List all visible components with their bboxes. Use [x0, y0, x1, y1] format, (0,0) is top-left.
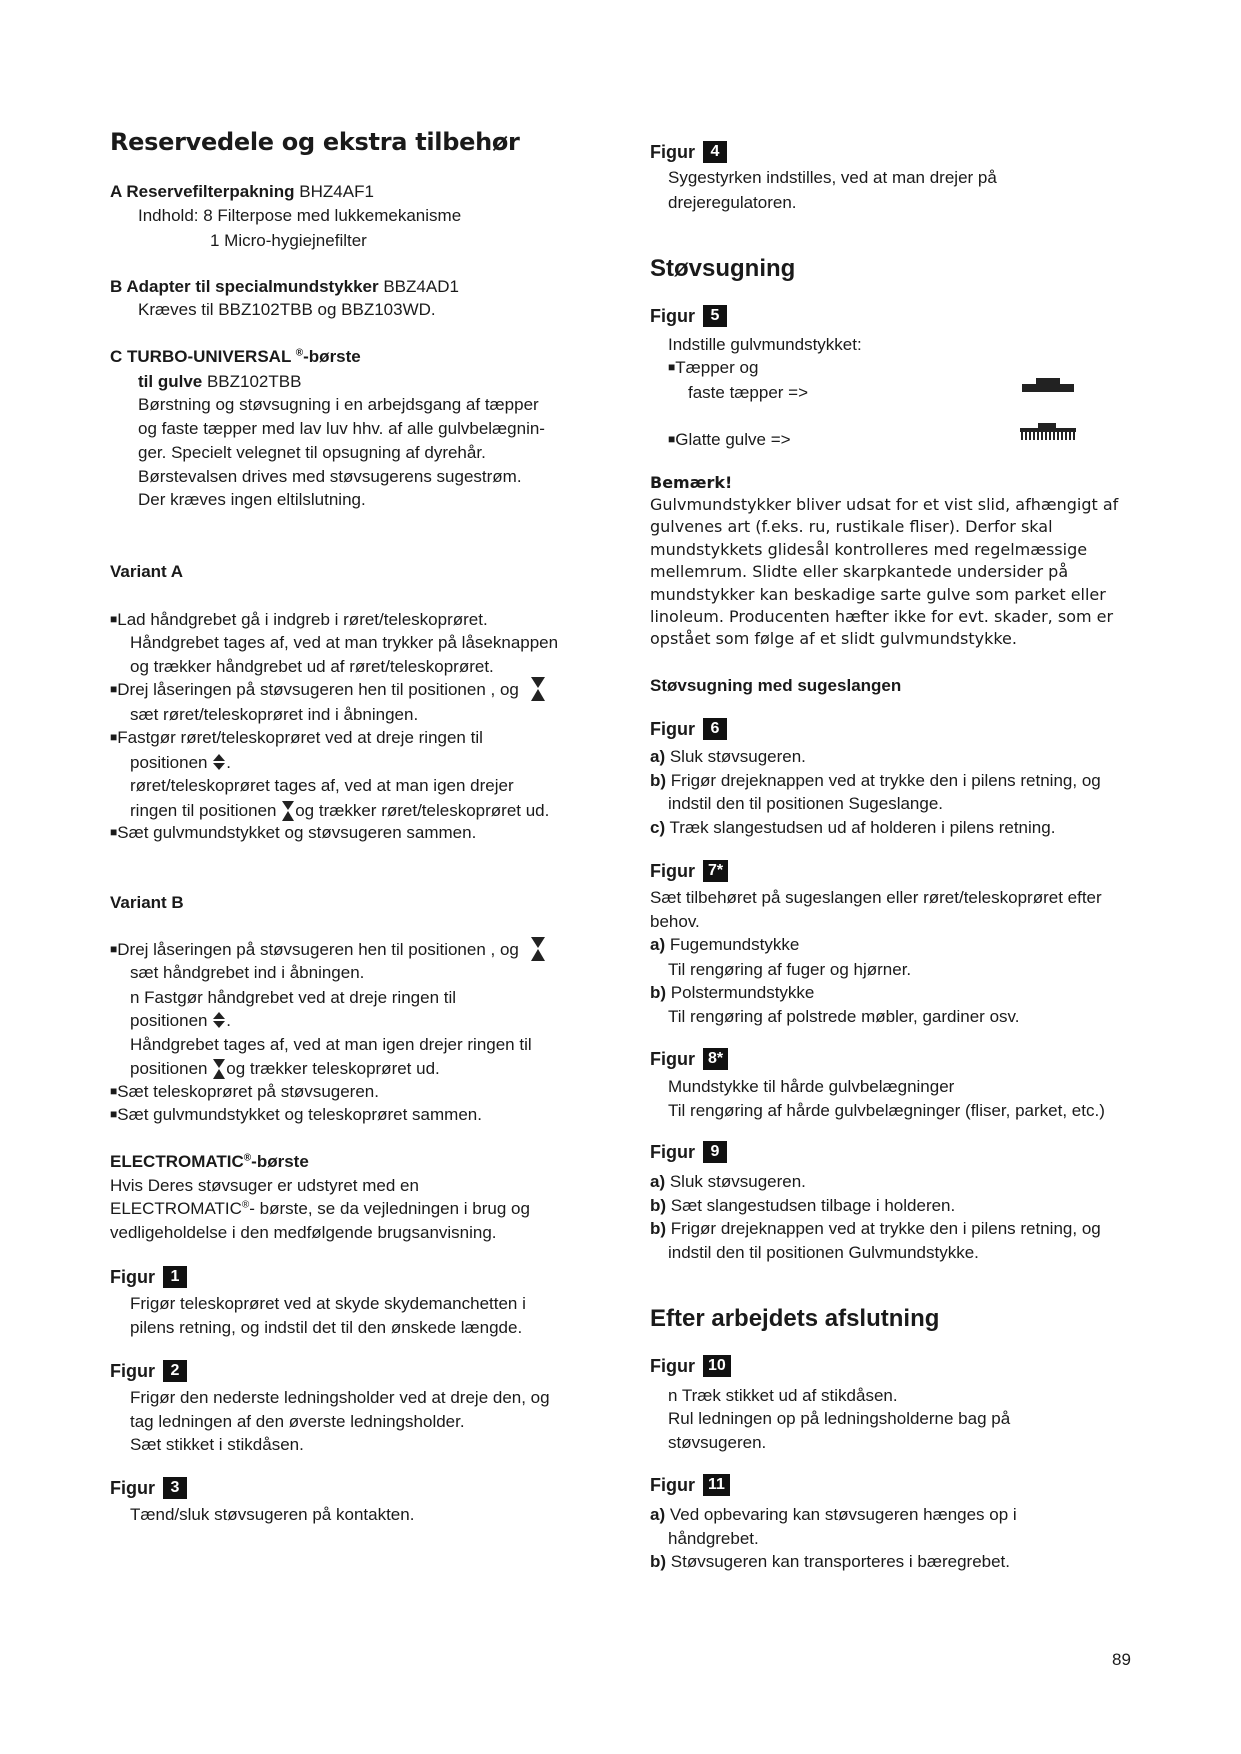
electromatic-title: ELECTROMATIC®-børste — [110, 1152, 309, 1171]
stovsugning-title: Støvsugning — [650, 255, 796, 282]
figure-10-line: Rul ledningen op på ledningsholderne bag på — [668, 1409, 1011, 1428]
section-c-line: Børstning og støvsugning i en arbejdsgang af tæpper — [138, 395, 539, 414]
figure-11-line: b) Støvsugeren kan transporteres i bæregrebet. — [650, 1552, 1010, 1571]
figure-1-heading: Figur 1 — [110, 1266, 187, 1288]
lock-position-icon — [281, 800, 295, 822]
figure-6-line: indstil den til positionen Sugeslange. — [668, 794, 944, 813]
hard-floor-setting-icon — [1020, 423, 1076, 441]
figure-5-line: Indstille gulvmundstykket: — [668, 335, 862, 354]
lock-position-icon — [212, 1058, 226, 1080]
section-a-line: Indhold: 8 Filterpose med lukkemekanisme — [138, 206, 462, 225]
fasten-position-icon — [212, 753, 226, 771]
figure-2-line: Frigør den nederste ledningsholder ved at dreje den, og — [130, 1388, 550, 1407]
figure-5-heading: Figur 5 — [650, 305, 727, 327]
variant-b-line: Håndgrebet tages af, ved at man igen drejer ringen til — [130, 1035, 532, 1054]
section-c-heading: C TURBO-UNIVERSAL ®-børste — [110, 347, 361, 366]
figure-4-heading: Figur 4 — [650, 141, 727, 163]
figure-8-line: Til rengøring af hårde gulvbelægninger (fliser, parket, etc.) — [668, 1101, 1105, 1120]
figure-5-line: faste tæpper => — [688, 383, 809, 402]
sugeslange-title: Støvsugning med sugeslangen — [650, 676, 902, 695]
figure-9-line: a) Sluk støvsugeren. — [650, 1172, 806, 1191]
figure-2-line: Sæt stikket i stikdåsen. — [130, 1435, 304, 1454]
figure-5-item: ■Glatte gulve => — [668, 430, 791, 449]
section-c-line: ger. Specielt velegnet til opsugning af dyrehår. — [138, 443, 486, 462]
figure-9-heading: Figur 9 — [650, 1141, 727, 1163]
variant-a-item: ■Sæt gulvmundstykket og støvsugeren sammen. — [110, 823, 477, 842]
figure-10-heading: Figur 10 — [650, 1355, 731, 1377]
variant-b-line: n Fastgør håndgrebet ved at dreje ringen til — [130, 988, 457, 1007]
lock-position-icon — [530, 936, 546, 962]
variant-a-item: ■Drej låseringen på støvsugeren hen til positionen , og — [110, 680, 519, 699]
figure-3-line: Tænd/sluk støvsugeren på kontakten. — [130, 1505, 415, 1524]
variant-b-item: ■Sæt gulvmundstykket og teleskoprøret sammen. — [110, 1105, 482, 1124]
figure-7-line: behov. — [650, 912, 700, 931]
figure-6-heading: Figur 6 — [650, 718, 727, 740]
electromatic-line: Hvis Deres støvsuger er udstyret med en — [110, 1176, 419, 1195]
figure-8-line: Mundstykke til hårde gulvbelægninger — [668, 1077, 955, 1096]
section-c-subheading: til gulve BBZ102TBB — [138, 372, 302, 391]
variant-a-line: Håndgrebet tages af, ved at man trykker på låseknappen — [130, 633, 559, 652]
efter-title: Efter arbejdets afslutning — [650, 1305, 940, 1332]
figure-7-line: Til rengøring af polstrede møbler, gardiner osv. — [668, 1007, 1020, 1026]
figure-1-line: pilens retning, og indstil det til den ønskede længde. — [130, 1318, 523, 1337]
figure-3-heading: Figur 3 — [110, 1477, 187, 1499]
figure-2-heading: Figur 2 — [110, 1360, 187, 1382]
variant-a-line: røret/teleskoprøret tages af, ved at man igen drejer — [130, 776, 514, 795]
note-text: Gulvmundstykker bliver udsat for et vist slid, afhængigt af gulvenes art (f.eks. ru, rustikale fliser). Derfor skal mundstykkets glidesål kontrolleres med regelmæssige mellemrum. Slidte eller skarpkantede undersider på mundstykker kan beskadige sarte gulve som parket eller linoleum. Producenten hæfter ikke for evt. skader, som er opstået som følge af et slidt gulvmundstykke. — [650, 495, 1119, 649]
section-a-heading: A Reservefilterpakning BHZ4AF1 — [110, 182, 374, 201]
variant-a-line: og trækker håndgrebet ud af røret/teleskoprøret. — [130, 657, 494, 676]
figure-9-line: b) Sæt slangestudsen tilbage i holderen. — [650, 1196, 956, 1215]
lock-position-icon — [530, 676, 546, 702]
figure-11-line: håndgrebet. — [668, 1529, 759, 1548]
figure-6-line: a) Sluk støvsugeren. — [650, 747, 806, 766]
section-c-line: Der kræves ingen eltilslutning. — [138, 490, 366, 509]
variant-a-line: ringen til positionen og trækker røret/teleskoprøret ud. — [130, 801, 550, 820]
note-title: Bemærk! — [650, 473, 733, 492]
figure-6-line: c) Træk slangestudsen ud af holderen i pilens retning. — [650, 818, 1056, 837]
section-c-line: Børstevalsen drives med støvsugerens sugestrøm. — [138, 467, 522, 486]
variant-b-title: Variant B — [110, 893, 184, 912]
variant-b-line: sæt håndgrebet ind i åbningen. — [130, 963, 365, 982]
electromatic-line: ELECTROMATIC®- børste, se da vejledningen i brug og — [110, 1199, 530, 1218]
figure-7-line: a) Fugemundstykke — [650, 935, 800, 954]
figure-6-line: b) Frigør drejeknappen ved at trykke den i pilens retning, og — [650, 771, 1101, 790]
figure-9-line: b) Frigør drejeknappen ved at trykke den i pilens retning, og — [650, 1219, 1101, 1238]
figure-4-line: drejeregulatoren. — [668, 193, 797, 212]
carpet-setting-icon — [1022, 378, 1074, 394]
fasten-position-icon — [212, 1011, 226, 1029]
figure-7-line: b) Polstermundstykke — [650, 983, 815, 1002]
figure-5-item: ■Tæpper og — [668, 358, 759, 377]
section-a-line: 1 Micro-hygiejnefilter — [210, 231, 367, 250]
variant-a-title: Variant A — [110, 562, 184, 581]
figure-7-line: Sæt tilbehøret på sugeslangen eller røret/teleskoprøret efter — [650, 888, 1102, 907]
page-title: Reservedele og ekstra tilbehør — [110, 128, 520, 156]
variant-b-item: ■Sæt teleskoprøret på støvsugeren. — [110, 1082, 379, 1101]
variant-b-line: positionen og trækker teleskoprøret ud. — [130, 1059, 440, 1078]
section-c-line: og faste tæpper med lav luv hhv. af alle gulvbelægnin- — [138, 419, 545, 438]
figure-7-line: Til rengøring af fuger og hjørner. — [668, 960, 912, 979]
variant-a-item: ■Lad håndgrebet gå i indgreb i røret/teleskoprøret. — [110, 610, 488, 629]
page-number: 89 — [1112, 1650, 1131, 1669]
variant-b-item: ■Drej låseringen på støvsugeren hen til positionen , og — [110, 940, 519, 959]
figure-10-line: n Træk stikket ud af stikdåsen. — [668, 1386, 898, 1405]
figure-7-heading: Figur 7* — [650, 860, 728, 882]
figure-1-line: Frigør teleskoprøret ved at skyde skydemanchetten i — [130, 1294, 526, 1313]
figure-8-heading: Figur 8* — [650, 1048, 728, 1070]
variant-a-line: sæt røret/teleskoprøret ind i åbningen. — [130, 705, 419, 724]
section-b-line: Kræves til BBZ102TBB og BBZ103WD. — [138, 300, 436, 319]
figure-11-heading: Figur 11 — [650, 1474, 730, 1496]
section-b-heading: B Adapter til specialmundstykker BBZ4AD1 — [110, 277, 459, 296]
electromatic-line: vedligeholdelse i den medfølgende brugsanvisning. — [110, 1223, 497, 1242]
figure-10-line: støvsugeren. — [668, 1433, 767, 1452]
variant-a-line: positionen . — [130, 753, 231, 772]
figure-4-line: Sygestyrken indstilles, ved at man drejer på — [668, 168, 997, 187]
figure-11-line: a) Ved opbevaring kan støvsugeren hænges op i — [650, 1505, 1017, 1524]
variant-b-line: positionen . — [130, 1011, 231, 1030]
figure-9-line: indstil den til positionen Gulvmundstykke. — [668, 1243, 979, 1262]
figure-2-line: tag ledningen af den øverste ledningsholder. — [130, 1412, 465, 1431]
variant-a-item: ■Fastgør røret/teleskoprøret ved at dreje ringen til — [110, 728, 483, 747]
